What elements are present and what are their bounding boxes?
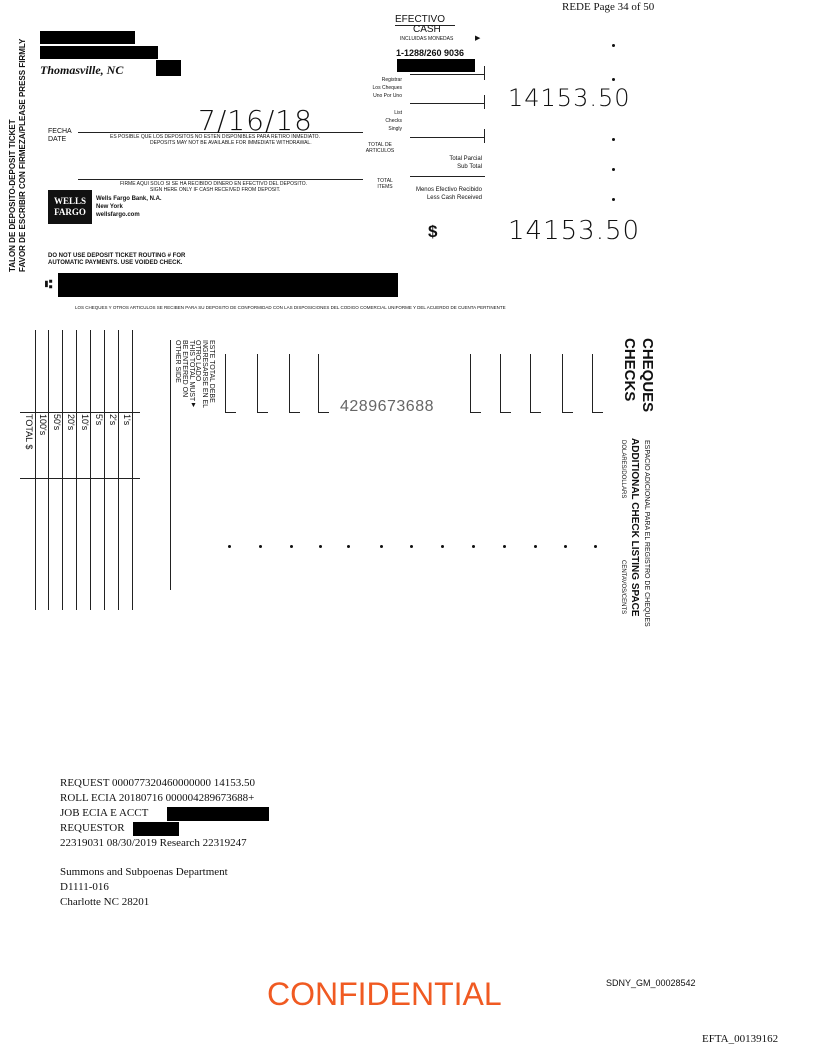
- check-slot: [289, 354, 300, 413]
- check-slot: [562, 354, 573, 413]
- denom-label: 10's: [80, 414, 90, 431]
- date-value: 7/16/18: [198, 104, 313, 137]
- dot: [612, 78, 615, 81]
- check-slot: [470, 354, 481, 413]
- denom-label: 20's: [66, 414, 76, 431]
- efta-number: EFTA_00139162: [702, 1033, 779, 1045]
- dot: [612, 44, 615, 47]
- less-cash: Less Cash Received: [426, 195, 482, 201]
- request-line: 22319031 08/30/2019 Research 22319247: [60, 837, 247, 849]
- redaction: [133, 822, 179, 836]
- sign-note-es: FIRME AQUI SOLO SI SE HA RECIBIDO DINERO EN EFECTIVO DEL DEPOSITO.: [120, 181, 307, 187]
- request-line: REQUEST 000077320460000000 14153.50: [60, 777, 256, 789]
- address-block: [60, 865, 228, 910]
- additional-en: ADDITIONAL CHECK LISTING SPACE: [629, 438, 640, 617]
- dot: [612, 138, 615, 141]
- redaction: [40, 46, 158, 59]
- confidential-stamp: CONFIDENTIAL: [267, 976, 502, 1012]
- denom-label: TOTAL $: [24, 414, 34, 450]
- check-slot: [318, 354, 329, 413]
- total-amount: 14153.50: [508, 216, 641, 246]
- label-los-cheques: Los Cheques: [372, 85, 402, 91]
- checks-amount: 14153.50: [508, 84, 631, 112]
- request-line: ROLL ECIA 20180716 000004289673688+: [60, 792, 255, 804]
- dot: [472, 545, 475, 548]
- total-parcial: Total Parcial: [449, 156, 482, 162]
- check-slot: [530, 354, 541, 413]
- redaction: [167, 807, 269, 821]
- dot: [228, 545, 231, 548]
- dollars-label: DOLARES/DOLLARS: [620, 440, 626, 499]
- dot: [612, 168, 615, 171]
- page-label: REDE Page 34 of 50: [562, 1, 655, 13]
- request-line: JOB ECIA E ACCT: [60, 807, 149, 819]
- address-line: Summons and Subpoenas Department: [60, 866, 228, 878]
- additional-es: ESPACIO ADICIONAL PARA EL REGISTRO DE CHEQUES: [643, 440, 650, 627]
- denom-label: 50's: [52, 414, 62, 431]
- column-line: [104, 330, 105, 610]
- routing-note-1: DO NOT USE DEPOSIT TICKET ROUTING # FOR: [48, 253, 186, 259]
- logo-line-2: FARGO: [54, 207, 86, 217]
- denom-label: 5's: [94, 414, 104, 426]
- column-line: [35, 330, 36, 610]
- label-list: List: [394, 110, 402, 116]
- column-line: [48, 330, 49, 610]
- column-line: [90, 330, 91, 610]
- bank-web: wellsfargo.com: [96, 212, 140, 218]
- check-slot: [592, 354, 603, 413]
- redaction: [397, 59, 475, 72]
- total-note-2: THIS TOTAL MUST BE ENTERED ON OTHER SIDE: [174, 340, 195, 402]
- routing-note-2: AUTOMATIC PAYMENTS. USE VOIDED CHECK.: [48, 260, 183, 266]
- label-singly: Singly: [388, 126, 402, 132]
- arrow-right-icon: ▶: [475, 35, 481, 42]
- dot: [564, 545, 567, 548]
- column-line: [132, 330, 133, 610]
- signature-line: [78, 179, 363, 180]
- bates-number: SDNY_GM_00028542: [606, 978, 696, 988]
- dot: [347, 545, 350, 548]
- deposit-note-en: DEPOSITS MAY NOT BE AVAILABLE FOR IMMEDIATE WITHDRAWAL.: [150, 140, 312, 146]
- divider: [410, 176, 485, 177]
- micr-symbol: ⑆: [45, 277, 53, 291]
- check-slot: [500, 354, 511, 413]
- wells-fargo-logo: [48, 190, 92, 224]
- dot: [503, 545, 506, 548]
- routing-number: 1-1288/260 9036: [396, 48, 465, 58]
- redaction: [58, 273, 398, 297]
- city-text: Thomasville, NC: [40, 63, 124, 77]
- divider: [484, 129, 485, 143]
- divider: [410, 137, 485, 138]
- cents-label: CENTAVOS/CENTS: [620, 560, 626, 615]
- dot: [290, 545, 293, 548]
- address-line: D1111-016: [60, 881, 109, 893]
- dollar-sign: $: [428, 222, 438, 241]
- cheques-label: CHEQUES: [639, 338, 656, 413]
- label-uno-por-uno: Uno Por Uno: [373, 93, 402, 99]
- denom-label: 2's: [108, 414, 118, 426]
- dot: [441, 545, 444, 548]
- dot: [259, 545, 262, 548]
- dot: [319, 545, 322, 548]
- denom-label: 1's: [122, 414, 132, 426]
- denom-label: 100's: [38, 414, 48, 436]
- dot: [534, 545, 537, 548]
- check-slot: [225, 354, 236, 413]
- side-title-2: FAVOR DE ESCRIBIR CON FIRMEZA/PLEASE PRESS FIRMLY: [18, 38, 27, 272]
- column-line: [118, 330, 119, 610]
- arrow-down-icon: ▼: [190, 402, 197, 409]
- sub-total: Sub Total: [457, 164, 482, 170]
- dot: [594, 545, 597, 548]
- redaction: [40, 31, 135, 44]
- checks-label: CHECKS: [621, 338, 638, 402]
- divider: [484, 95, 485, 109]
- column-line: [170, 340, 171, 590]
- dot: [380, 545, 383, 548]
- side-title-1: TALON DE DEPOSITO-DEPOSIT TICKET: [8, 119, 17, 272]
- request-line: REQUESTOR: [60, 822, 125, 834]
- divider: [484, 66, 485, 80]
- column-line: [76, 330, 77, 610]
- label-checks: Checks: [385, 118, 402, 124]
- column-line: [62, 330, 63, 610]
- total-note-1: ESTE TOTAL DEBE INGRESARSE EN EL OTRO LADO: [194, 340, 215, 408]
- total-items-en: TOTAL ITEMS: [377, 178, 393, 190]
- dot: [410, 545, 413, 548]
- cash-label: CASH: [413, 24, 441, 35]
- date-label: DATE: [48, 136, 67, 143]
- bank-city: New York: [96, 204, 123, 210]
- dot: [612, 198, 615, 201]
- logo-line-1: WELLS: [53, 196, 86, 206]
- address-line: Charlotte NC 28201: [60, 896, 150, 908]
- divider: [410, 103, 485, 104]
- label-registrar: Registrar: [381, 77, 402, 83]
- redaction: [156, 60, 181, 76]
- row-line: [20, 478, 140, 479]
- menos-efectivo: Menos Efectivo Recibido: [415, 187, 482, 193]
- divider: [410, 74, 485, 75]
- coins-note: INCLUIDAS MONEDAS: [400, 36, 454, 42]
- account-stamp: 4289673688: [340, 398, 434, 415]
- fine-print: LOS CHEQUES Y OTROS ARTICULOS SE RECIBEN PARA SU DEPOSITO DE CONFORMIDAD CON LAS DISPOSICIONES DEL CODIGO COMERCIAL UNIFORME Y DEL ACUERDO DE CUENTA PERTINENTE: [75, 305, 506, 310]
- sign-note-en: SIGN HERE ONLY IF CASH RECEIVED FROM DEPOSIT.: [150, 187, 281, 193]
- efectivo-label: EFECTIVO: [395, 14, 455, 26]
- bank-name: Wells Fargo Bank, N.A.: [96, 196, 162, 202]
- row-line: [20, 412, 140, 413]
- total-items-es: TOTAL DE ARTICULOS: [365, 142, 395, 154]
- check-slot: [257, 354, 268, 413]
- fecha-label: FECHA: [48, 128, 72, 135]
- deposit-note-es: ES POSIBLE QUE LOS DEPOSITOS NO ESTEN DISPONIBLES PARA RETIRO INMEDIATO.: [110, 134, 320, 140]
